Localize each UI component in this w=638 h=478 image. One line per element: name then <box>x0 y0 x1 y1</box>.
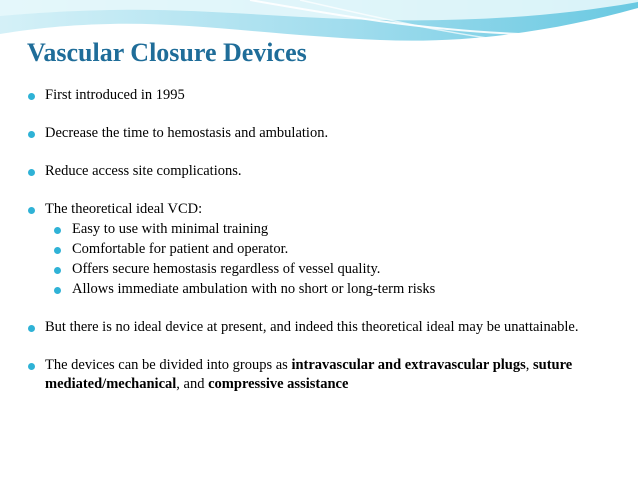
slide-title: Vascular Closure Devices <box>27 38 307 67</box>
list-item-text-prefix: The devices can be divided into groups as <box>45 357 292 373</box>
list-item <box>27 200 612 219</box>
list-item-text: The theoretical ideal VCD: <box>45 201 203 217</box>
list-item-separator: , <box>525 357 533 373</box>
bullet-dot-icon <box>28 325 35 332</box>
list-item <box>27 162 612 181</box>
list-item <box>27 318 612 337</box>
bullet-dot-icon <box>54 247 61 254</box>
bullet-dot-icon <box>28 131 35 138</box>
sub-list-item-text: Comfortable for patient and operator. <box>72 241 289 257</box>
list-item <box>27 124 612 143</box>
sub-list-item-text: Easy to use with minimal training <box>72 221 269 237</box>
bullet-dot-icon <box>28 169 35 176</box>
bullet-dot-icon <box>54 267 61 274</box>
bullet-dot-icon <box>28 207 35 214</box>
emphasis-suture: suture mediated/mechanical <box>45 357 573 392</box>
bullet-dot-icon <box>54 227 61 234</box>
sub-list-item-text: Offers secure hemostasis regardless of vessel quality. <box>72 261 381 277</box>
list-item-text: Reduce access site complications. <box>45 163 242 179</box>
bullet-dot-icon <box>28 363 35 370</box>
list-item-text: First introduced in 1995 <box>45 87 185 103</box>
bullet-list <box>27 86 612 394</box>
list-item-separator: , and <box>176 376 209 392</box>
emphasis-compressive: compressive assistance <box>208 376 349 392</box>
list-item <box>27 86 612 105</box>
sub-list-item <box>27 280 612 299</box>
bullet-dot-icon <box>54 287 61 294</box>
emphasis-plugs: intravascular and extravascular plugs <box>291 357 526 373</box>
sub-list-item-text: Allows immediate ambulation with no short or long-term risks <box>72 281 436 297</box>
list-item <box>27 356 612 394</box>
sub-list-item <box>27 260 612 279</box>
list-item-text: But there is no ideal device at present, and indeed this theoretical ideal may be unattainable. <box>45 319 579 335</box>
bullet-dot-icon <box>28 93 35 100</box>
sub-list-item <box>27 220 612 239</box>
sub-list-item <box>27 240 612 259</box>
list-item-text: Decrease the time to hemostasis and ambulation. <box>45 125 329 141</box>
